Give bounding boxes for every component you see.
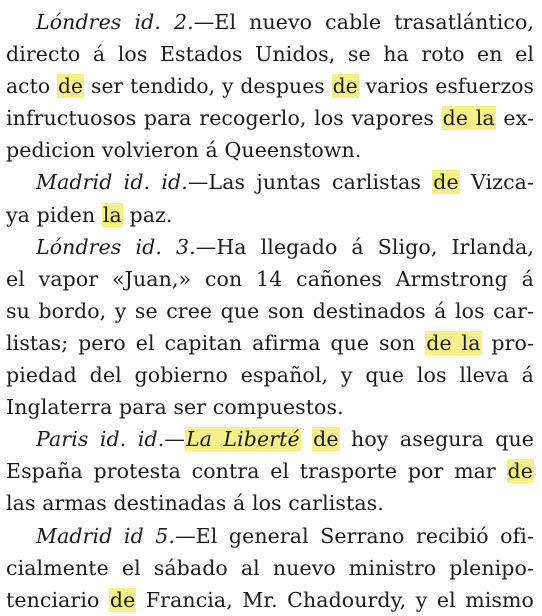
- text-run: Vizca-: [459, 170, 535, 195]
- text-line: [6, 295, 534, 327]
- text-line: [6, 552, 534, 584]
- text-run: pro-: [481, 330, 534, 355]
- text-run: directo á los Estados Unidos, se ha roto en el: [6, 42, 534, 67]
- text-line: [6, 487, 534, 519]
- highlighted-term: de: [57, 74, 84, 99]
- text-line: [6, 359, 534, 391]
- text-run: —Ha llegado á Sligo, Irlanda,: [195, 234, 535, 259]
- highlighted-term: de: [109, 587, 136, 612]
- text-run: varios esfuerzos: [358, 74, 535, 99]
- text-run: el vapor «Juan,» con 14 cañones Armstrong á: [6, 266, 534, 291]
- text-line: [6, 327, 534, 359]
- text-run: —El nuevo cable trasatlántico,: [193, 10, 534, 34]
- text-run: ser tendido, y despues: [84, 74, 332, 99]
- text-run: paz.: [122, 202, 173, 227]
- text-run: tenciario: [6, 587, 109, 612]
- text-run: hoy asegura que: [339, 427, 534, 452]
- text-run: su bordo, y se cree que son destinados á los car-: [6, 298, 534, 323]
- text-line: [6, 263, 534, 295]
- text-line: [6, 231, 534, 263]
- text-run: [301, 427, 312, 451]
- text-run: ex-: [495, 106, 534, 131]
- text-line: [6, 520, 534, 552]
- dateline: Madrid id. id.: [36, 170, 188, 195]
- text-run: cialmente el sábado al nuevo ministro plenipo-: [6, 555, 534, 580]
- highlighted-term: de: [507, 459, 533, 484]
- highlighted-term: de la: [426, 330, 481, 355]
- text-line: [6, 423, 534, 455]
- highlighted-term: de la: [442, 106, 495, 131]
- text-run: —: [164, 427, 185, 452]
- text-line: [6, 134, 534, 166]
- dateline: Lóndres id. 3.: [36, 234, 196, 259]
- text-run: piedad del gobierno español, y que los lleva á: [6, 363, 534, 388]
- text-run: Francia, Mr. Chadourdy, y el mismo: [136, 587, 534, 612]
- text-line: [6, 455, 534, 487]
- highlighted-term: La Liberté: [185, 427, 300, 452]
- text-run: infructuosos para recogerlo, los vapores: [6, 106, 442, 131]
- text-run: acto: [6, 74, 57, 99]
- highlighted-term: de: [433, 170, 459, 195]
- text-run: listas; pero el capitan afirma que son: [6, 330, 426, 355]
- text-line: [6, 38, 534, 70]
- text-line: [6, 6, 534, 38]
- text-run: Inglaterra para ser compuestos.: [6, 395, 344, 420]
- highlighted-term: de: [332, 74, 358, 99]
- dateline: Lóndres id. 2.: [36, 10, 194, 34]
- text-run: pedicion volvieron á Queenstown.: [6, 138, 362, 163]
- highlighted-term: la: [102, 202, 122, 227]
- text-line: [6, 199, 534, 231]
- text-run: España protesta contra el trasporte por mar: [6, 459, 507, 484]
- text-run: —Las juntas carlistas: [187, 170, 433, 195]
- text-line: [6, 166, 534, 198]
- dateline: Paris id. id.: [36, 427, 165, 452]
- highlighted-term: de: [313, 427, 339, 452]
- text-line: [6, 391, 534, 423]
- text-run: ya piden: [6, 202, 102, 227]
- text-run: —El general Serrano recibió ofi-: [175, 523, 534, 548]
- text-line: [6, 102, 534, 134]
- text-run: las armas destinadas á los carlistas.: [6, 491, 384, 516]
- dateline: Madrid id 5.: [36, 523, 176, 548]
- text-line: [6, 584, 534, 616]
- text-line: [6, 70, 534, 102]
